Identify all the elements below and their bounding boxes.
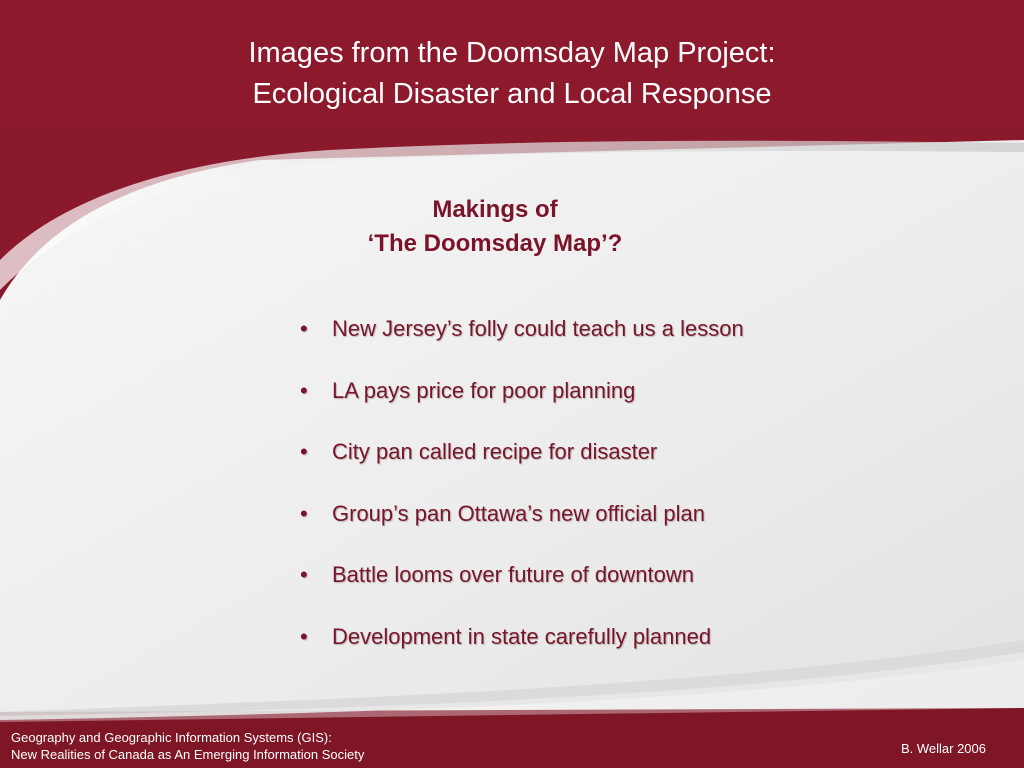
title-line-2: Ecological Disaster and Local Response [252,78,772,110]
bullet-text: New Jersey’s folly could teach us a lesson [332,316,744,341]
bullet-item [296,374,916,436]
bullet-item [296,620,916,682]
bullet-item [296,312,916,374]
bullet-text: Group’s pan Ottawa’s new official plan [332,500,706,526]
bullet-item [296,435,916,497]
bullet-text: Development in state carefully planned [332,623,712,649]
footer-course-title [11,729,364,763]
bullet-dot: • [300,623,308,649]
bullet-text: LA pays price for poor planning [332,377,636,403]
bullet-dot: • [300,377,308,403]
bullet-dot: • [300,500,308,526]
slide-title [0,33,1024,115]
bullet-item [296,558,916,620]
bullet-text: City pan called recipe for disaster [332,439,658,464]
title-line-1: Images from the Doomsday Map Project: [248,37,776,69]
subtitle-line-2: ‘The Doomsday Map’? [367,230,623,257]
bullet-text: Battle looms over future of downtown [332,562,694,587]
subtitle-line-1: Makings of [432,196,558,223]
footer-line-2: New Realities of Canada as An Emerging Information Society [11,747,365,762]
bullet-dot: • [300,562,308,587]
bullet-list [296,312,916,681]
bullet-dot: • [300,316,308,341]
bullet-dot: • [300,439,308,464]
footer-line-1: Geography and Geographic Information Systems (GIS): [11,730,332,745]
slide-subtitle [290,193,700,261]
footer-author: B. Wellar 2006 [900,741,986,756]
bullet-item [296,497,916,559]
